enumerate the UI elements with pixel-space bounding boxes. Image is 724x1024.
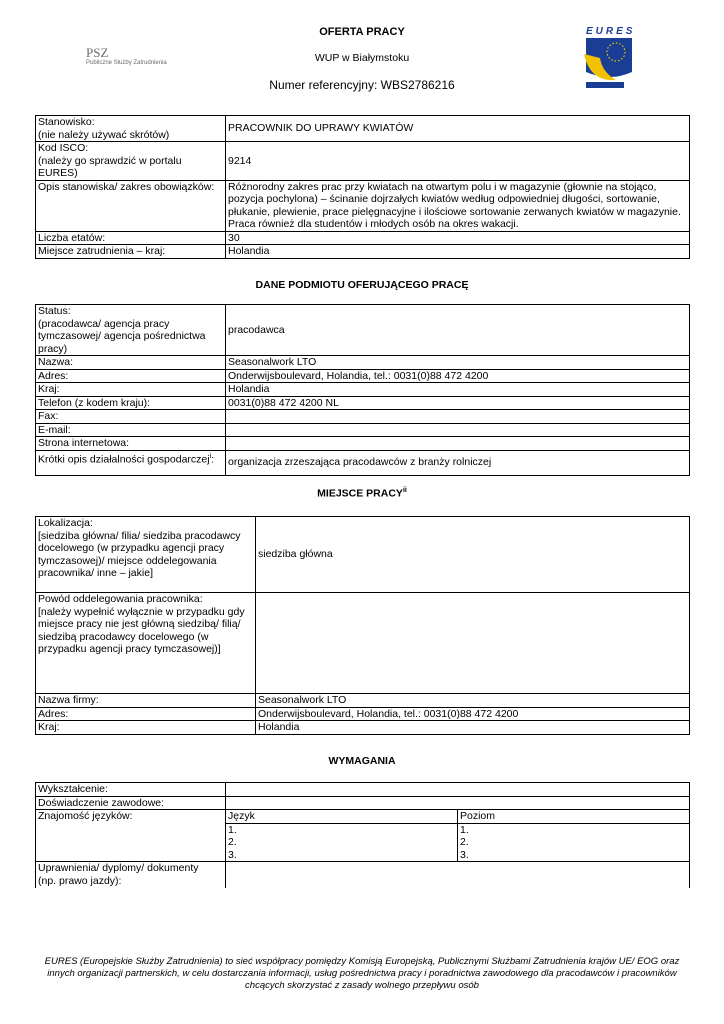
wyksztalcenie-label: Wykształcenie:	[36, 783, 226, 797]
etaty-value: 30	[226, 231, 690, 245]
table-row	[36, 450, 690, 475]
powod-label: Powód oddelegowania pracownika: [należy wypełnić wyłącznie w przypadku gdy miejsce pracy nie jest główną siedzibą/ filią/ siedzibą pracodawcy docelowego (w przypadku agencji pracy tymczasowej)]	[36, 593, 256, 694]
office-name: WUP w Białymstoku	[314, 52, 410, 64]
nazwa-label: Nazwa:	[36, 356, 226, 370]
workplace-table	[35, 516, 690, 735]
kraj-label: Kraj:	[36, 721, 256, 735]
employer-section-title: DANE PODMIOTU OFERUJĄCEGO PRACĘ	[255, 279, 469, 291]
jezyki-label: Znajomość języków:	[36, 810, 226, 862]
poziom-cell: 3.	[458, 849, 690, 862]
table-row	[36, 383, 690, 397]
poziom-header: Poziom	[458, 810, 690, 824]
fax-value	[226, 410, 690, 424]
stanowisko-label: Stanowisko: (nie należy używać skrótów)	[36, 116, 226, 142]
status-label: Status: (pracodawca/ agencja pracy tymczasowej/ agencja pośrednictwa pracy)	[36, 305, 226, 356]
isco-label: Kod ISCO: (należy go sprawdzić w portalu EURES)	[36, 142, 226, 181]
reference-number: Numer referencyjny: WBS2786216	[269, 78, 455, 92]
table-row	[36, 305, 690, 356]
table-row	[36, 245, 690, 259]
firma-value: Seasonalwork LTO	[256, 694, 690, 708]
opis-value: Różnorodny zakres prac przy kwiatach na otwartym polu i w magazynie (głownie na stojąco, pozycja pochylona) – ścinanie dojrzałych kwiatów według odpowiedniej długości, sortowanie, płukanie, plewienie, prace pielęgnacyjne i ilościowe sortowanie zerwanych kwiatów w magazynie. Praca również dla studentów i młodych osób na okres wakacji.	[226, 180, 690, 231]
psz-logo-sub: Publiczne Służby Zatrudnienia	[86, 60, 167, 66]
jezyk-cell: 1.	[226, 823, 458, 836]
table-row	[36, 721, 690, 735]
table-row	[36, 356, 690, 370]
lokalizacja-label: Lokalizacja: [siedziba główna/ filia/ siedziba pracodawcy docelowego (w przypadku agencji pracy tymczasowej)/ miejsce oddelegowania pracownika/ inne – jakie]	[36, 517, 256, 593]
dzialalnosc-label-text: Krótki opis działalności gospodarczej	[38, 453, 210, 465]
requirements-table	[35, 782, 690, 888]
doswiadczenie-value	[226, 796, 690, 810]
kraj-value: Holandia	[226, 383, 690, 397]
workplace-title-text: MIEJSCE PRACY	[317, 487, 403, 500]
www-label: Strona internetowa:	[36, 437, 226, 451]
lokalizacja-value: siedziba główna	[256, 517, 690, 593]
jezyk-cell: 3.	[226, 849, 458, 862]
table-row	[36, 593, 690, 694]
psz-logo-main: PSZ	[86, 45, 109, 60]
opis-label: Opis stanowiska/ zakres obowiązków:	[36, 180, 226, 231]
adres-value: Onderwijsboulevard, Holandia, tel.: 0031(0)88 472 4200	[226, 369, 690, 383]
eures-footer-note: EURES (Europejskie Służby Zatrudnienia) to sieć współpracy pomiędzy Komisją Europejską, Publicznymi Służbami Zatrudnienia krajów UE/ EOG oraz innych organizacji partnerskich, w celu dostarczania informacji, usług pośrednictwa pracy i poradnictwa zawodowego dla pracodawców i pracowników chcących skorzystać z zasady wolnego przepływu osób	[44, 956, 680, 991]
dzialalnosc-value: organizacja zrzeszająca pracodawców z branży rolniczej	[226, 450, 690, 475]
telefon-value: 0031(0)88 472 4200 NL	[226, 396, 690, 410]
poziom-cell: 2.	[458, 836, 690, 849]
dzialalnosc-label	[36, 450, 226, 475]
jezyk-cell: 2.	[226, 836, 458, 849]
kraj-value: Holandia	[226, 245, 690, 259]
status-value: pracodawca	[226, 305, 690, 356]
position-table	[35, 115, 690, 259]
powod-value	[256, 593, 690, 694]
kraj-value: Holandia	[256, 721, 690, 735]
nazwa-value: Seasonalwork LTO	[226, 356, 690, 370]
table-row	[36, 707, 690, 721]
table-row	[36, 142, 690, 181]
table-row	[36, 369, 690, 383]
uprawnienia-value	[226, 862, 690, 888]
dzialalnosc-label-colon: :	[211, 453, 215, 465]
email-value	[226, 423, 690, 437]
uprawnienia-label: Uprawnienia/ dyplomy/ dokumenty (np. prawo jazdy):	[36, 862, 226, 888]
footnote-marker: i	[209, 452, 212, 460]
telefon-label: Telefon (z kodem kraju):	[36, 396, 226, 410]
kraj-label: Miejsce zatrudnienia – kraj:	[36, 245, 226, 259]
etaty-label: Liczba etatów:	[36, 231, 226, 245]
kraj-label: Kraj:	[36, 383, 226, 397]
table-row	[36, 796, 690, 810]
table-row	[36, 862, 690, 888]
table-row	[36, 410, 690, 424]
eures-logo-text: EURES	[586, 26, 636, 37]
adres-label: Adres:	[36, 707, 256, 721]
doswiadczenie-label: Doświadczenie zawodowe:	[36, 796, 226, 810]
table-row	[36, 694, 690, 708]
table-row	[36, 423, 690, 437]
adres-value: Onderwijsboulevard, Holandia, tel.: 0031(0)88 472 4200	[256, 707, 690, 721]
table-row	[36, 437, 690, 451]
table-row	[36, 517, 690, 593]
table-row	[36, 810, 690, 824]
footnote-marker: ii	[402, 487, 407, 494]
firma-label: Nazwa firmy:	[36, 694, 256, 708]
eures-logo	[580, 24, 635, 92]
stanowisko-value: PRACOWNIK DO UPRAWY KWIATÓW	[226, 116, 690, 142]
table-row	[36, 116, 690, 142]
adres-label: Adres:	[36, 369, 226, 383]
table-row	[36, 396, 690, 410]
table-row	[36, 783, 690, 797]
table-row	[36, 231, 690, 245]
poziom-cell: 1.	[458, 823, 690, 836]
fax-label: Fax:	[36, 410, 226, 424]
employer-table	[35, 304, 690, 476]
table-row	[36, 180, 690, 231]
offer-title: OFERTA PRACY	[319, 26, 405, 38]
www-value	[226, 437, 690, 451]
wyksztalcenie-value	[226, 783, 690, 797]
email-label: E-mail:	[36, 423, 226, 437]
jezyk-header: Język	[226, 810, 458, 824]
workplace-section-title	[0, 487, 724, 500]
requirements-section-title: WYMAGANIA	[328, 755, 396, 767]
isco-value: 9214	[226, 142, 690, 181]
